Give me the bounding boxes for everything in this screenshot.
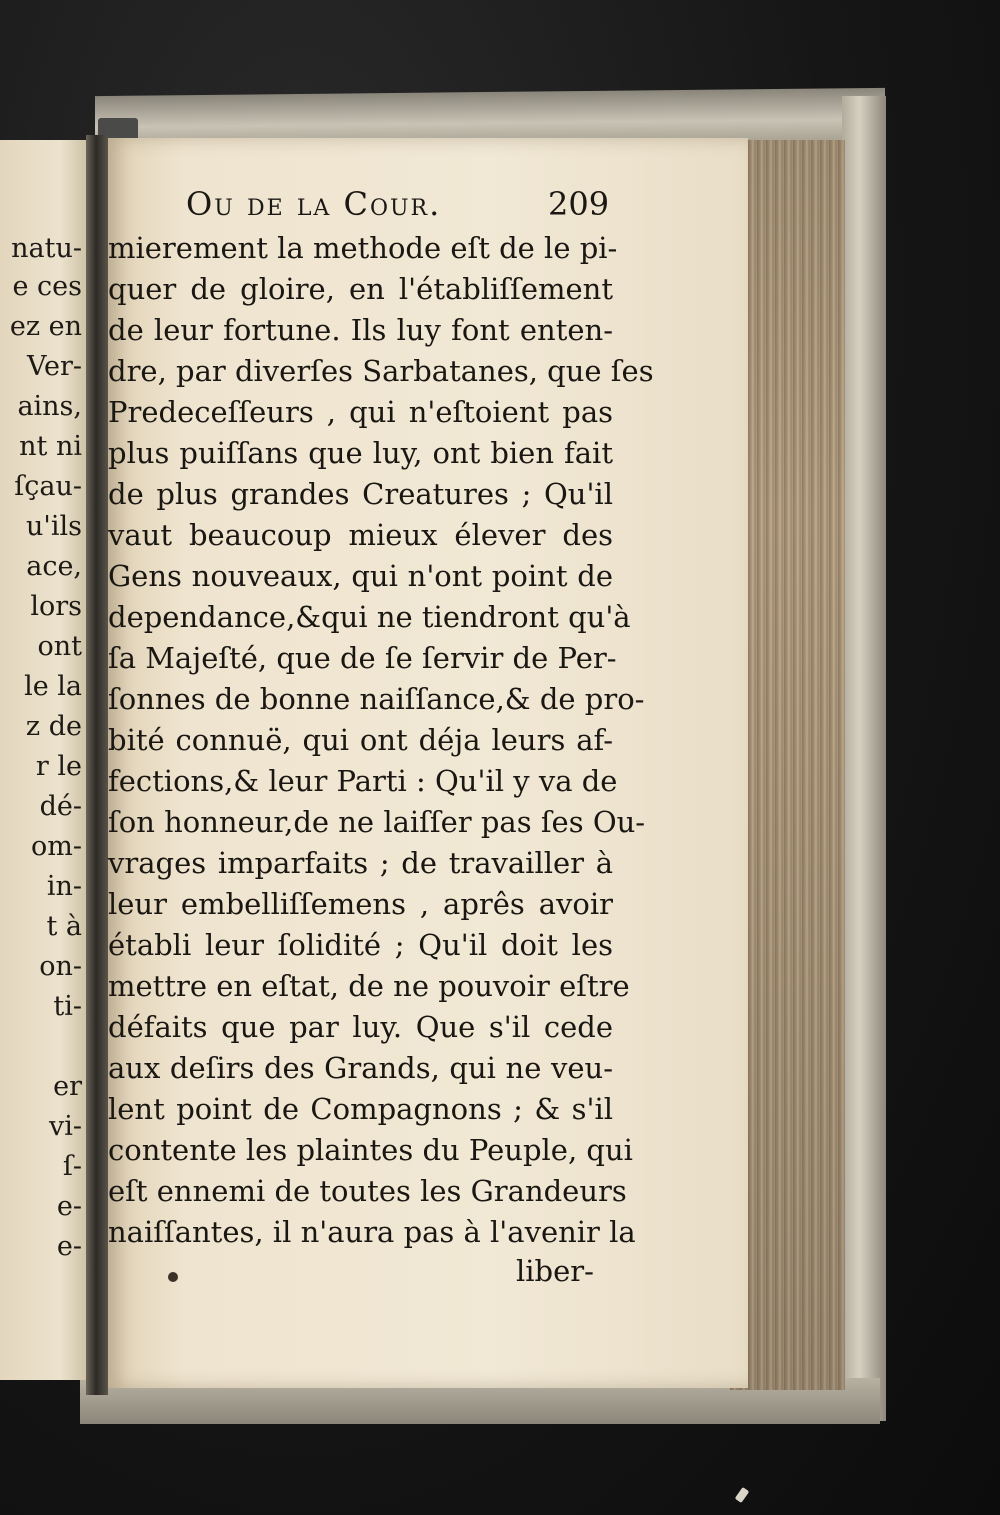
- text-line: dependance,&qui ne tiendront qu'à: [108, 600, 631, 634]
- text-line: de leur fortune. Ils luy font enten-: [108, 313, 613, 347]
- running-head: Ou de la Cour.: [186, 185, 442, 223]
- text-line: Predeceſſeurs , qui n'eſtoient pas: [108, 395, 613, 429]
- left-page-line: in-: [46, 871, 82, 902]
- text-line: établi leur ſolidité ; Qu'il doit les: [108, 928, 613, 962]
- left-page-line: z de: [25, 711, 82, 742]
- text-line: mettre en eſtat, de ne pouvoir eſtre: [108, 969, 630, 1003]
- text-line: défaits que par luy. Que s'il cede: [108, 1010, 613, 1044]
- text-line: eſt ennemi de toutes les Grandeurs: [108, 1174, 627, 1208]
- catchword: liber-: [516, 1254, 594, 1288]
- book-cover-right-edge: [842, 96, 886, 1421]
- text-line: Gens nouveaux, qui n'ont point de: [108, 559, 613, 593]
- text-line: de plus grandes Creatures ; Qu'il: [108, 477, 613, 511]
- left-page-line: dé-: [39, 791, 82, 822]
- ink-blot: [168, 1272, 178, 1282]
- text-line: lent point de Compagnons ; & s'il: [108, 1092, 613, 1126]
- text-line: ſa Majeſté, que de ſe ſervir de Per-: [108, 641, 617, 675]
- text-line: vaut beaucoup mieux élever des: [108, 518, 613, 552]
- left-page-line: natu-: [11, 233, 82, 264]
- left-page-line: vi-: [48, 1111, 82, 1142]
- left-page-line: e-: [56, 1231, 82, 1262]
- text-line: naiſſantes, il n'aura pas à l'avenir la: [108, 1215, 636, 1249]
- left-page-line: om-: [31, 831, 82, 862]
- text-line: dre, par diverſes Sarbatanes, que ſes: [108, 354, 654, 388]
- left-page-line: e ces: [12, 271, 82, 302]
- left-page-line: ez en: [9, 311, 82, 342]
- previous-page-sliver: [0, 140, 86, 1380]
- left-page-line: ains,: [17, 391, 82, 422]
- text-line: ſon honneur,de ne laiſſer pas ſes Ou-: [108, 805, 646, 839]
- left-page-line: ſçau-: [14, 471, 82, 502]
- left-page-line: er: [53, 1071, 82, 1102]
- left-page-line: Ver-: [26, 351, 82, 382]
- text-line: quer de gloire, en l'établiſſement: [108, 272, 613, 306]
- left-page-line: ti-: [53, 991, 82, 1022]
- left-page-line: ſ-: [62, 1151, 82, 1182]
- text-line: ſonnes de bonne naiſſance,& de pro-: [108, 682, 645, 716]
- text-line: fections,& leur Parti : Qu'il y va de: [108, 764, 618, 798]
- left-page-line: r le: [35, 751, 82, 782]
- left-page-line: e-: [56, 1191, 82, 1222]
- text-line: aux deſirs des Grands, qui ne veu-: [108, 1051, 613, 1085]
- left-page-line: ont: [37, 631, 82, 662]
- left-page-line: ace,: [26, 551, 82, 582]
- binding-gutter: [86, 135, 108, 1395]
- page-number: 209: [548, 185, 610, 223]
- left-page-line: t à: [46, 911, 82, 942]
- left-page-line: nt ni: [19, 431, 82, 462]
- left-page-line: u'ils: [26, 511, 82, 542]
- left-page-line: lors: [30, 591, 82, 622]
- text-line: contente les plaintes du Peuple, qui: [108, 1133, 633, 1167]
- left-page-line: le la: [24, 671, 82, 702]
- text-line: leur embelliſſemens , aprês avoir: [108, 887, 613, 921]
- text-line: mierement la methode eſt de le pi-: [108, 231, 618, 265]
- text-line: vrages imparfaits ; de travailler à: [108, 846, 613, 880]
- left-page-line: on-: [39, 951, 82, 982]
- text-line: plus puiſſans que luy, ont bien fait: [108, 436, 613, 470]
- text-line: bité connuë, qui ont déja leurs af-: [108, 723, 613, 757]
